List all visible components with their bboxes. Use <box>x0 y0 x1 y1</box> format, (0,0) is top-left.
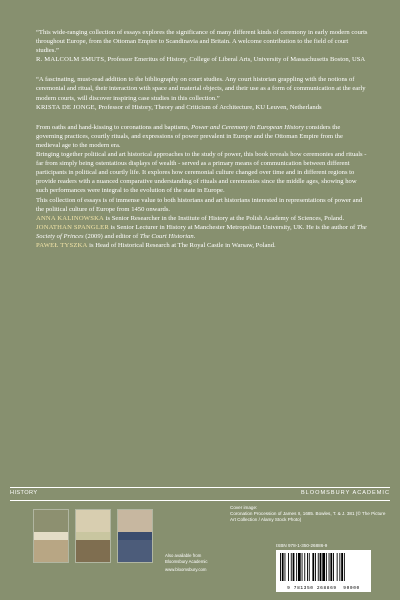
barcode-bar <box>329 553 330 581</box>
reviewer-affiliation: , Professor Emeritus of History, College of Liberal Arts, University of Massachusetts Boston, USA <box>104 56 366 64</box>
subject-band <box>10 488 390 499</box>
review-quote: “A fascinating, must-read addition to the bibliography on court studies. Any court historian grappling with the notions of ceremonial and ritual, their interaction with space and material objects, and their use as a form of communication at the early modern courts, will discover inspiring case studies in this collection.” <box>36 76 366 102</box>
barcode-bar <box>296 553 297 581</box>
editor-bio-text: . <box>193 232 196 240</box>
description-text: considers the governing practices, courtly rituals, and expressions of power prevalent in Europe and the Ottoman Empire from the medieval age to the modern era. <box>36 123 343 149</box>
editor-bio-text: is Senior Lecturer in History at Manchester Metropolitan University, UK. He is the author of <box>108 223 357 231</box>
reviewer-name: R. MALCOLM SMUTS <box>36 56 105 64</box>
editor-name: ANNA KALINOWSKA <box>36 214 105 222</box>
barcode-bar <box>307 553 308 581</box>
barcode <box>276 550 371 592</box>
also-available-text: Also available from Bloomsbury Academic <box>165 553 208 564</box>
description-paragraph-2: Bringing together political and art historical approaches to the study of power, this book reveals how ceremonies and rituals - far from simply being ostentatious displays of wealth - served as a primary means of communication between different participants in political and courtly life. It explores how ceremonial culture changed over time and in different regions to provide readers with a nuanced comparative understanding of rituals and ceremonies since the middle ages, showing how such performances were integral to the evolution of the state in Europe. <box>36 151 367 195</box>
editor-bio-1 <box>36 214 368 223</box>
review-attribution <box>36 103 368 112</box>
barcode-digits: 9 781350 268869 <box>287 586 337 591</box>
barcode-bar <box>293 553 295 581</box>
barcode-bar <box>291 553 292 581</box>
barcode-bar <box>312 553 314 581</box>
description-paragraph-3: This collection of essays is of immense value to both historians and art historians interested in representations of power and the political culture of Europe from 1450 onwards. <box>36 196 363 213</box>
editor-name: JONATHAN SPANGLER <box>36 223 109 231</box>
barcode-bar <box>330 553 332 581</box>
barcode-bar <box>280 553 281 581</box>
barcode-bar <box>304 553 305 581</box>
barcode-bar <box>337 553 338 581</box>
barcode-bar <box>326 553 327 581</box>
barcode-bar <box>333 553 334 581</box>
cover-image-label: Cover image: <box>230 505 258 510</box>
barcode-bar <box>322 553 325 581</box>
barcode-bar <box>341 553 343 581</box>
reviewer-affiliation: , Professor of History, Theory and Criticism of Architecture, KU Leuven, Netherlands <box>94 103 322 111</box>
back-cover-text <box>36 28 368 250</box>
barcode-bar <box>339 553 340 581</box>
barcode-number <box>278 586 369 591</box>
price-code: 90000 <box>343 586 360 591</box>
barcode-bar <box>318 553 319 581</box>
barcode-bar <box>315 553 316 581</box>
related-book-cover <box>76 510 110 562</box>
review-quote: “This wide-ranging collection of essays explores the significance of many different kinds of ceremony in early modern courts throughout Europe, from the Ottoman Empire to Scandinavia and Britain. A welcome contribution to the field of court studies.” <box>36 29 368 55</box>
footer-divider-bottom <box>10 500 390 501</box>
cover-image-credit-text: Coronation Procession of James II, 1685. Bowles, T. & J. 381 (© The Picture Art Collection / Alamy Stock Photo) <box>230 511 386 522</box>
publisher-name: BLOOMSBURY ACADEMIC <box>300 490 390 496</box>
also-available <box>165 553 225 573</box>
review-2 <box>36 75 368 111</box>
isbn: ISBN 978-1-350-26886-9 <box>276 543 328 548</box>
barcode-bar <box>282 553 284 581</box>
editor-bio-text: is Senior Researcher in the Institute of History at the Polish Academy of Sciences, Poland. <box>104 214 345 222</box>
review-attribution <box>36 55 368 64</box>
book-title: Power and Ceremony in European History <box>191 123 304 131</box>
barcode-bar <box>288 553 289 581</box>
barcode-bars <box>280 553 367 581</box>
description-paragraph-1 <box>36 123 368 150</box>
cover-image-credit <box>230 505 388 523</box>
editor-bio-text: (2009) and editor of <box>83 232 140 240</box>
editor-name: PAWEŁ TYSZKA <box>36 241 88 249</box>
barcode-bar <box>298 553 301 581</box>
related-book-cover <box>118 510 152 562</box>
journal-title: The Court Historian <box>139 232 194 240</box>
barcode-bar <box>320 553 322 581</box>
reviewer-name: KRISTA DE JONGE <box>36 103 95 111</box>
description-text: From oaths and hand-kissing to coronations and baptisms, <box>36 123 192 131</box>
barcode-bar <box>309 553 310 581</box>
subject-category: HISTORY <box>10 490 38 496</box>
book-title: The Society of Princes <box>36 223 367 240</box>
barcode-bar <box>285 553 286 581</box>
barcode-bar <box>344 553 345 581</box>
barcode-bar <box>302 553 303 581</box>
related-book-cover <box>34 510 68 562</box>
editor-bio-2 <box>36 223 368 241</box>
publisher-url: www.bloomsbury.com <box>165 567 207 573</box>
editor-bio-3 <box>36 241 368 250</box>
editor-bio-text: is Head of Historical Research at The Royal Castle in Warsaw, Poland. <box>87 241 276 249</box>
review-1 <box>36 28 368 64</box>
